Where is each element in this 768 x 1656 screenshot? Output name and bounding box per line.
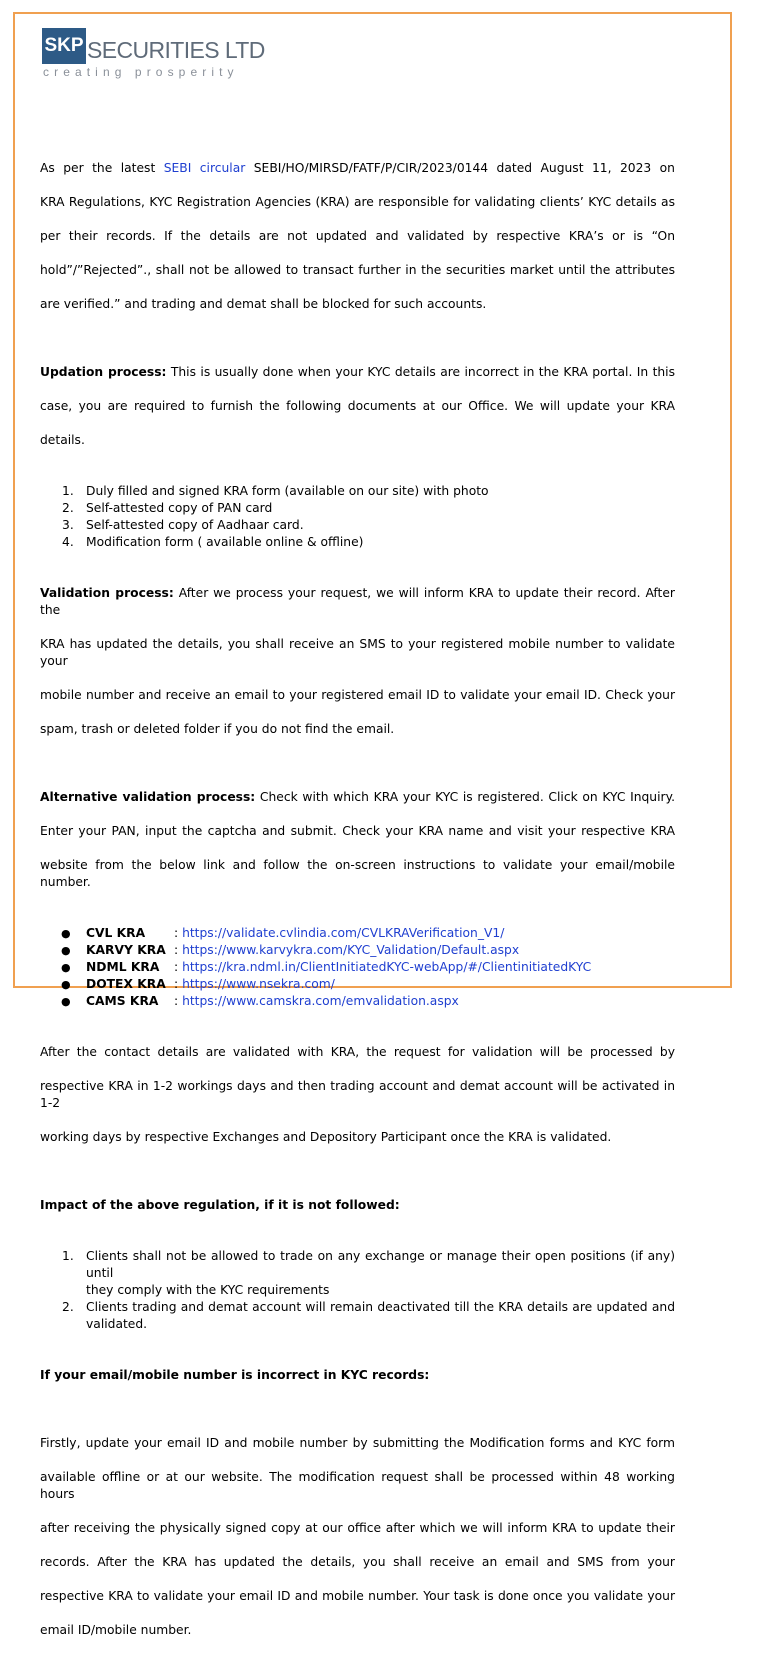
incorrect-heading-line (40, 1350, 675, 1401)
validation-heading: Validation process: (40, 586, 174, 600)
cvl-kra-link[interactable]: https://validate.cvlindia.com/CVLKRAVerification_V1/ (182, 926, 505, 940)
intro-line: are verified.” and trading and demat shall be blocked for such accounts. (40, 297, 487, 311)
kra-name: CVL KRA (86, 926, 146, 940)
incorrect-paragraph: Firstly, update your email ID and mobile number by submitting the Modification forms and KYC form available offline or at our website. The modification request shall be processed within 48 working hours after receiving the physically signed copy at our office after which we will inform KRA to update their records. After the KRA has updated the details, you shall receive an email and SMS from your respective KRA to validate your email ID and mobile number. Your task is done once you validate your email ID/mobile number. (40, 1436, 675, 1637)
list-item: ● CAMS KRA : https://www.camskra.com/emvalidation.aspx (61, 994, 459, 1008)
intro-paragraph (40, 143, 675, 330)
kra-name: CAMS KRA (86, 994, 159, 1008)
intro-line: per their records. If the details are not updated and validated by respective KRA’s or is “On (40, 229, 675, 243)
alternative-heading: Alternative validation process: (40, 790, 256, 804)
intro-text: SEBI/HO/MIRSD/FATF/P/CIR/2023/0144 dated August 11, 2023 on (253, 161, 675, 175)
incorrect-heading: If your email/mobile number is incorrect in KYC records: (40, 1368, 430, 1382)
updation-line: details. (40, 433, 85, 447)
bullet-icon: ● (61, 995, 71, 1008)
list-item: 2. Self-attested copy of PAN card (62, 501, 273, 515)
updation-heading: Updation process: (40, 365, 167, 379)
bullet-icon: ● (61, 961, 71, 974)
logo-badge: SKP (42, 28, 86, 64)
list-item: ● NDML KRA : https://kra.ndml.in/ClientInitiatedKYC-webApp/#/ClientinitiatedKYC (61, 960, 592, 974)
list-item: 2. Clients trading and demat account will remain deactivated till the KRA details are updated and validated. (62, 1300, 675, 1331)
company-logo (42, 28, 265, 83)
impact-heading: Impact of the above regulation, if it is not followed: (40, 1198, 400, 1212)
after-paragraph: After the contact details are validated with KRA, the request for validation will be processed by respective KRA in 1-2 workings days and then trading account and demat account will be activated in 1-2 working days by respective Exchanges and Depository Participant once the KRA is validated. (40, 1045, 675, 1144)
sebi-circular-link[interactable]: SEBI circular (163, 161, 246, 175)
alternative-paragraph: Alternative validation process: Check with which KRA your KYC is registered. Click on KYC Inquiry. Enter your PAN, input the captcha and submit. Check your KRA name and visit your respective KRA website from the below link and follow the on-screen instructions to validate your email/mobile number. (40, 790, 675, 889)
list-item: 1. Clients shall not be allowed to trade on any exchange or manage their open positions (if any) until they comply with the KYC requirements (62, 1249, 675, 1297)
impact-heading-line (40, 1180, 675, 1231)
dotex-kra-link[interactable]: https://www.nsekra.com/ (182, 977, 335, 991)
kra-name: DOTEX KRA (86, 977, 166, 991)
bullet-icon: ● (61, 978, 71, 991)
kra-links-list (40, 925, 675, 1010)
karvy-kra-link[interactable]: https://www.karvykra.com/KYC_Validation/Default.aspx (182, 943, 520, 957)
kra-name: KARVY KRA (86, 943, 166, 957)
validation-paragraph: Validation process: After we process your request, we will inform KRA to update their record. After the KRA has updated the details, you shall receive an SMS to your registered mobile number to validate your mobile number and receive an email to your registered email ID to validate your email ID. Check your spam, trash or deleted folder if you do not find the email. (40, 586, 675, 736)
impact-list (40, 1248, 675, 1333)
cams-kra-link[interactable]: https://www.camskra.com/emvalidation.aspx (182, 994, 459, 1008)
list-item: 3. Self-attested copy of Aadhaar card. (62, 518, 304, 532)
updation-text: This is usually done when your KYC details are incorrect in the KRA portal. In this (170, 365, 676, 379)
list-item: 4. Modification form ( available online & offline) (62, 535, 364, 549)
bullet-icon: ● (61, 944, 71, 957)
intro-line: hold”/”Rejected”., shall not be allowed to transact further in the securities market until the attributes (40, 263, 675, 277)
list-item: 1. Duly filled and signed KRA form (available on our site) with photo (62, 484, 489, 498)
logo-name: SECURITIES LTD (87, 37, 265, 63)
documents-list (40, 483, 675, 551)
document-body (40, 143, 675, 1656)
list-item: ● CVL KRA : https://validate.cvlindia.com/CVLKRAVerification_V1/ (61, 926, 505, 940)
bullet-icon: ● (61, 927, 71, 940)
intro-text: As per the latest (40, 161, 156, 175)
list-item: ● DOTEX KRA : https://www.nsekra.com/ (61, 977, 335, 991)
updation-paragraph (40, 347, 675, 466)
logo-tagline: creating prosperity (43, 65, 239, 79)
updation-line: case, you are required to furnish the following documents at our Office. We will update your KRA (40, 399, 675, 413)
list-item: ● KARVY KRA : https://www.karvykra.com/KYC_Validation/Default.aspx (61, 943, 520, 957)
intro-line: KRA Regulations, KYC Registration Agencies (KRA) are responsible for validating clients’ KYC details as (40, 195, 675, 209)
kra-name: NDML KRA (86, 960, 160, 974)
ndml-kra-link[interactable]: https://kra.ndml.in/ClientInitiatedKYC-webApp/#/ClientinitiatedKYC (182, 960, 592, 974)
